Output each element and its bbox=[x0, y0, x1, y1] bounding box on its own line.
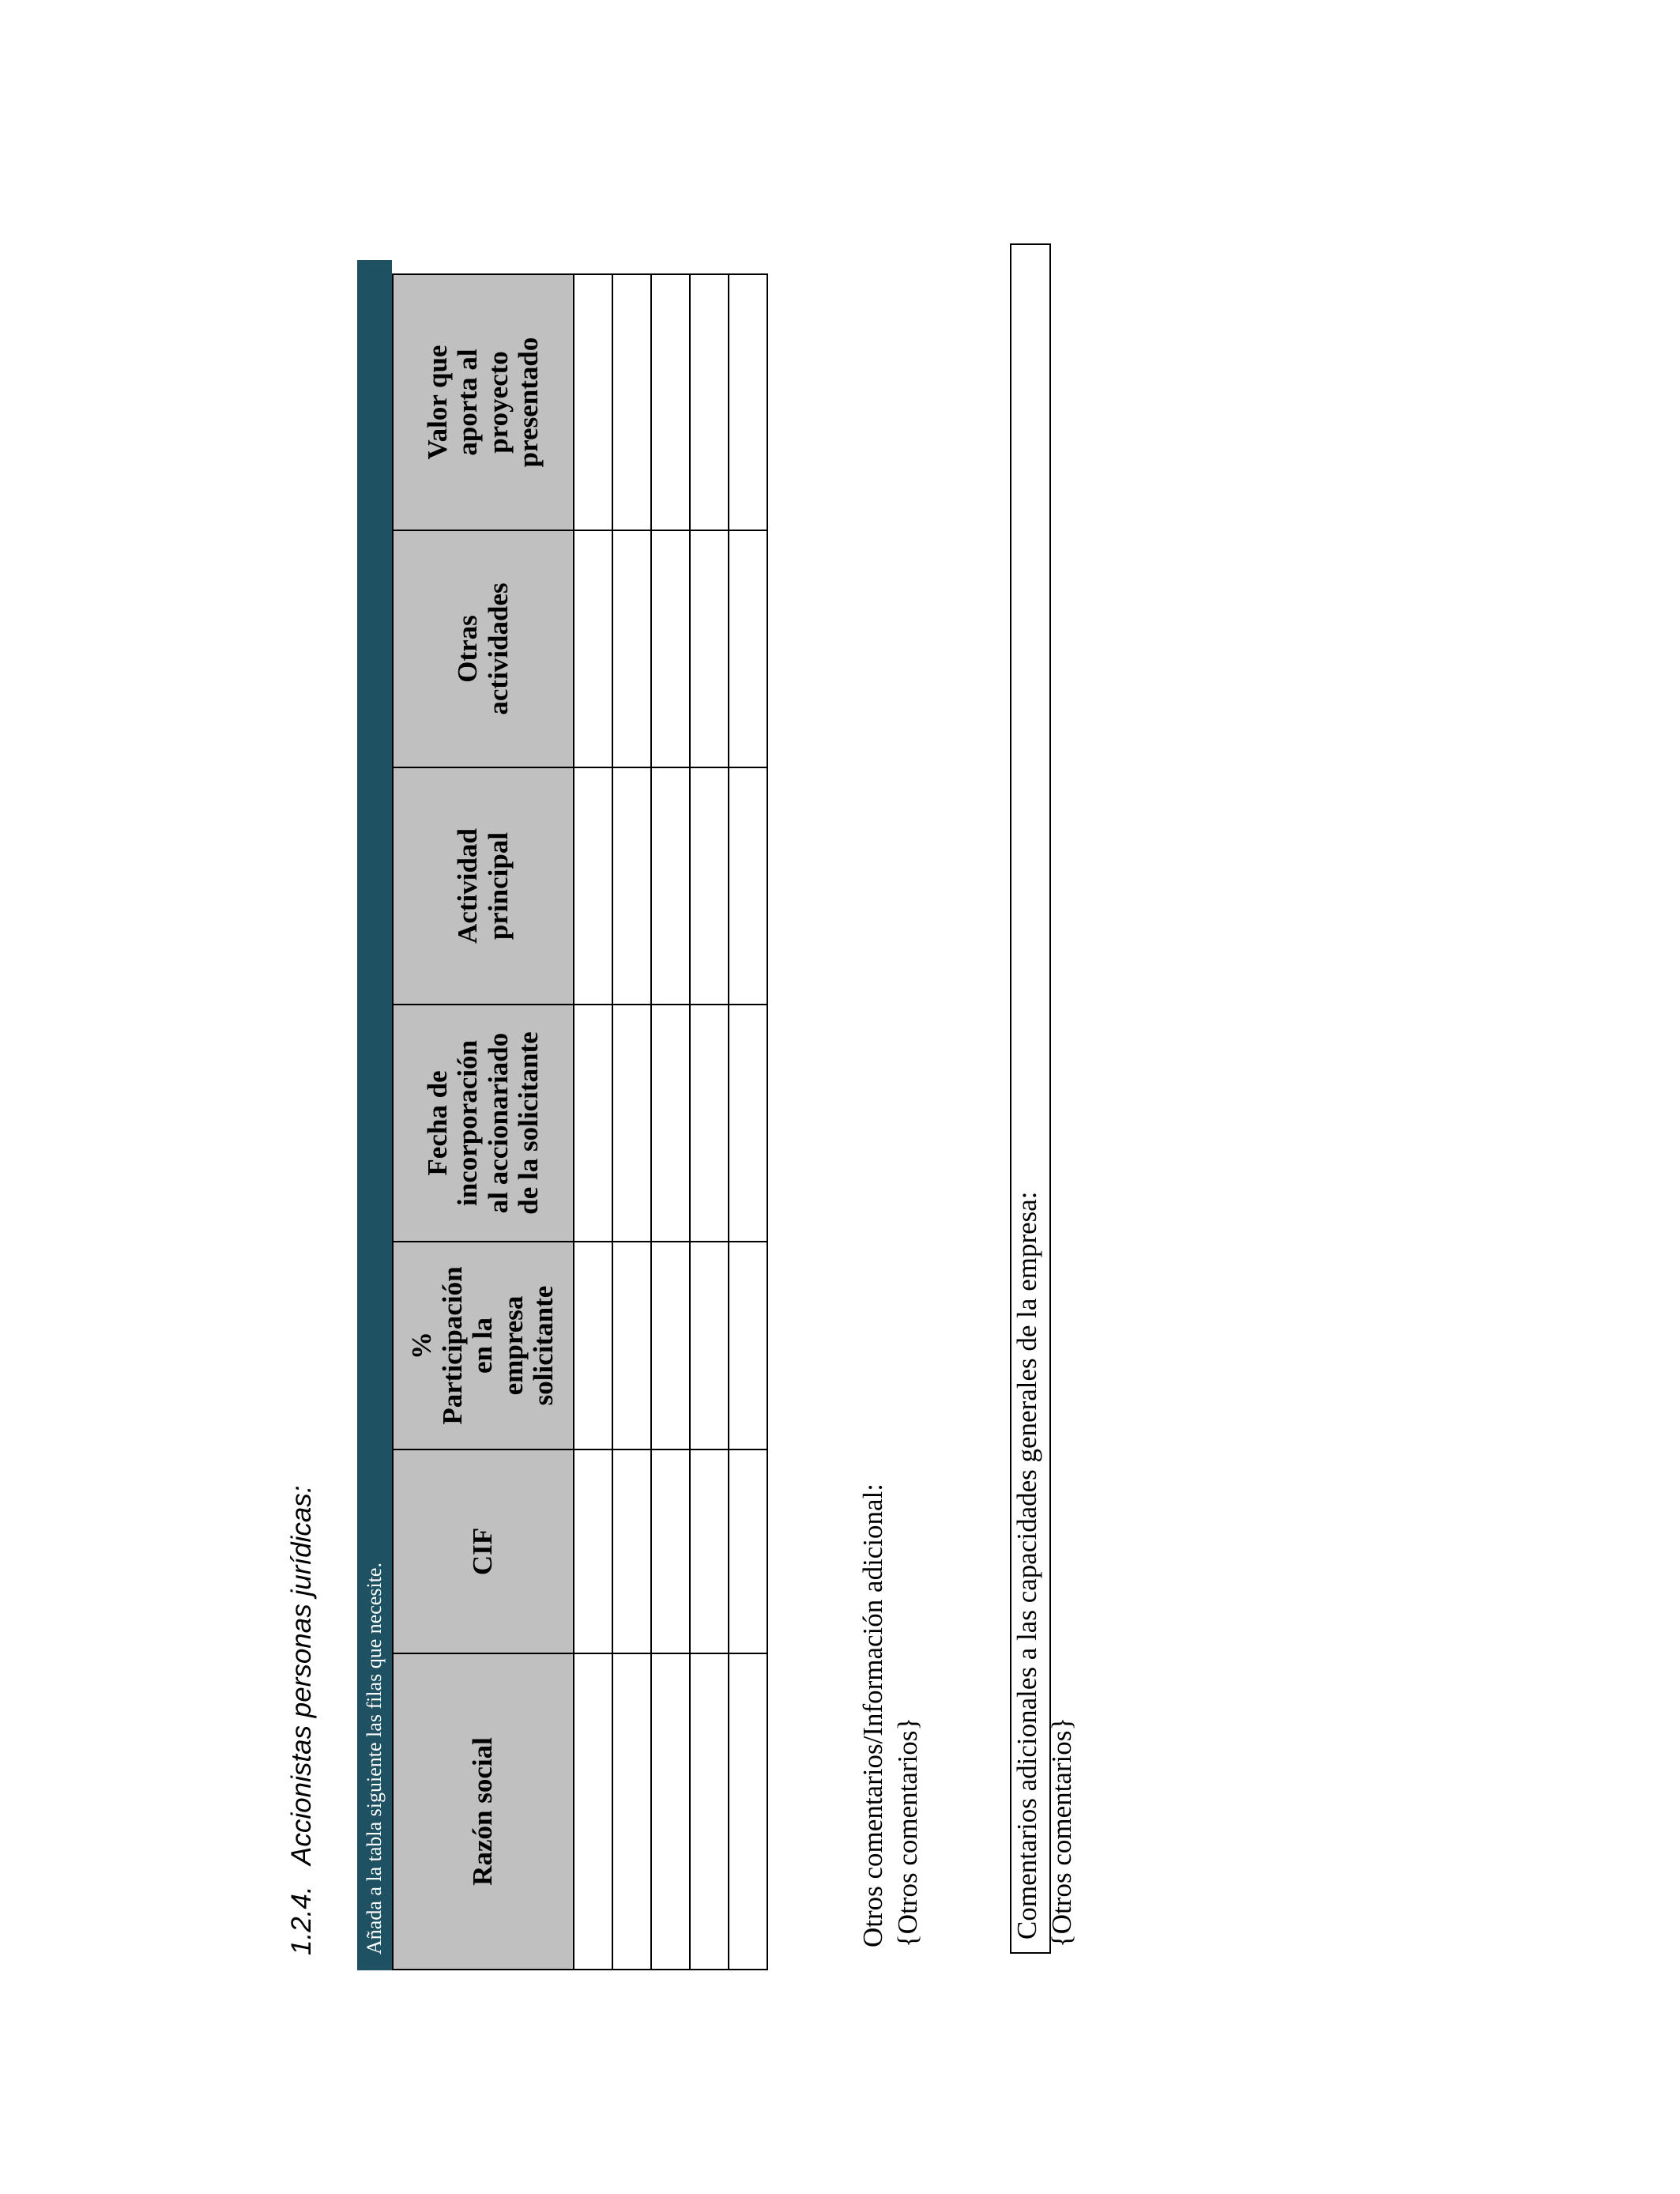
table-row bbox=[729, 274, 767, 1970]
other-comments-label: Otros comentarios/Información adicional: bbox=[857, 1483, 888, 1947]
header-line: Valor que bbox=[421, 345, 453, 460]
table-cell[interactable] bbox=[690, 1242, 729, 1449]
table-cell[interactable] bbox=[690, 767, 729, 1005]
header-line: de la solicitante bbox=[513, 1031, 544, 1215]
table-cell[interactable] bbox=[729, 530, 767, 767]
header-participacion bbox=[393, 1242, 574, 1449]
table-row bbox=[690, 274, 729, 1970]
table-cell[interactable] bbox=[612, 274, 651, 530]
header-line: empresa bbox=[497, 1295, 529, 1396]
table-cell[interactable] bbox=[690, 530, 729, 767]
header-actividad-principal bbox=[393, 767, 574, 1005]
section-heading bbox=[286, 1485, 318, 1955]
header-cif bbox=[393, 1449, 574, 1653]
header-line: % bbox=[406, 1332, 438, 1359]
table-cell[interactable] bbox=[729, 274, 767, 530]
table-row bbox=[574, 274, 612, 1970]
table-cell[interactable] bbox=[729, 1449, 767, 1653]
table-cell[interactable] bbox=[651, 767, 690, 1005]
header-line: Fecha de bbox=[421, 1070, 453, 1176]
table-cell[interactable] bbox=[574, 767, 612, 1005]
capabilities-comments-block bbox=[1010, 1191, 1079, 1947]
header-valor-aporta bbox=[393, 274, 574, 530]
other-comments-field[interactable]: {Otros comentarios} bbox=[891, 1717, 923, 1947]
table-cell[interactable] bbox=[651, 274, 690, 530]
table-cell[interactable] bbox=[612, 1653, 651, 1970]
header-line: Razón social bbox=[467, 1737, 499, 1886]
shareholders-table-container bbox=[357, 260, 768, 1970]
table-cell[interactable] bbox=[574, 1449, 612, 1653]
header-line: al accionariado bbox=[482, 1032, 514, 1214]
capabilities-comments-label: Comentarios adicionales a las capacidades generales de la empresa: bbox=[1011, 1191, 1042, 1940]
table-cell[interactable] bbox=[690, 1005, 729, 1242]
table-cell[interactable] bbox=[574, 1005, 612, 1242]
header-line: presentado bbox=[513, 337, 544, 468]
other-comments-block bbox=[856, 1483, 925, 1947]
header-line: proyecto bbox=[482, 351, 514, 454]
capabilities-comments-field[interactable]: {Otros comentarios} bbox=[1045, 1717, 1077, 1947]
header-razon-social bbox=[393, 1653, 574, 1970]
table-cell[interactable] bbox=[651, 1653, 690, 1970]
table-row bbox=[651, 274, 690, 1970]
table-cell[interactable] bbox=[612, 1005, 651, 1242]
table-cell[interactable] bbox=[651, 1242, 690, 1449]
table-cell[interactable] bbox=[612, 1242, 651, 1449]
header-line: incorporación bbox=[452, 1040, 483, 1206]
table-cell[interactable] bbox=[651, 530, 690, 767]
shareholders-table bbox=[392, 273, 768, 1970]
header-line: Otras bbox=[452, 615, 483, 683]
table-cell[interactable] bbox=[574, 1653, 612, 1970]
table-header-row bbox=[393, 274, 574, 1970]
header-fecha-incorporacion bbox=[393, 1005, 574, 1242]
table-cell[interactable] bbox=[612, 530, 651, 767]
header-line: solicitante bbox=[528, 1285, 559, 1406]
table-cell[interactable] bbox=[651, 1005, 690, 1242]
table-cell[interactable] bbox=[729, 1242, 767, 1449]
table-cell[interactable] bbox=[729, 1005, 767, 1242]
table-cell[interactable] bbox=[612, 1449, 651, 1653]
header-line: en la bbox=[467, 1318, 499, 1374]
table-cell[interactable] bbox=[729, 767, 767, 1005]
header-line: Actividad bbox=[452, 828, 483, 944]
table-cell[interactable] bbox=[574, 530, 612, 767]
table-body bbox=[574, 274, 767, 1970]
table-cell[interactable] bbox=[690, 1449, 729, 1653]
table-cell[interactable] bbox=[690, 274, 729, 530]
table-cell[interactable] bbox=[574, 1242, 612, 1449]
table-cell[interactable] bbox=[690, 1653, 729, 1970]
header-line: aporta al bbox=[452, 349, 483, 456]
table-row bbox=[612, 274, 651, 1970]
table-cell[interactable] bbox=[651, 1449, 690, 1653]
table-cell[interactable] bbox=[729, 1653, 767, 1970]
header-line: actividades bbox=[482, 582, 514, 715]
table-instruction-banner: Añada a la tabla siguiente las filas que necesite. bbox=[357, 260, 392, 1970]
section-title: Accionistas personas jurídicas: bbox=[286, 1485, 317, 1865]
header-line: CIF bbox=[467, 1527, 499, 1576]
section-number: 1.2.4. bbox=[286, 1886, 317, 1955]
table-cell[interactable] bbox=[612, 767, 651, 1005]
table-cell[interactable] bbox=[574, 274, 612, 530]
header-line: Participación bbox=[436, 1266, 468, 1425]
header-line: principal bbox=[482, 831, 514, 941]
header-otras-actividades bbox=[393, 530, 574, 767]
